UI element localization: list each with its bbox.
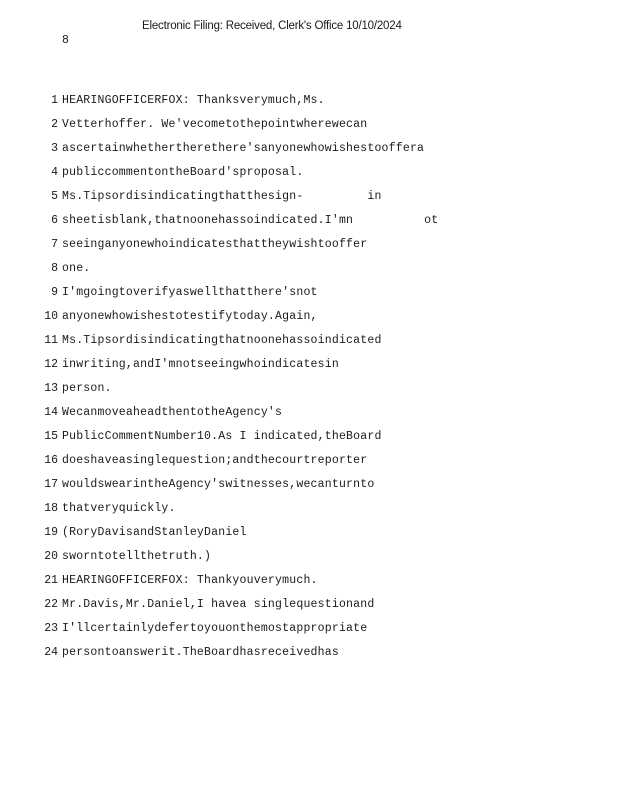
line-text: sworntotellthetruth.) bbox=[62, 550, 212, 563]
line-text: I'mgoingtoverifyaswellthatthere'snot bbox=[62, 286, 318, 299]
transcript-line bbox=[40, 164, 520, 188]
line-number: 18 bbox=[44, 502, 58, 515]
transcript-line bbox=[40, 572, 520, 596]
line-number: 1 bbox=[51, 94, 58, 107]
line-text: anyonewhowishestotestifytoday.Again, bbox=[62, 310, 318, 323]
transcript-line bbox=[40, 500, 520, 524]
transcript-line bbox=[40, 236, 520, 260]
line-text: PublicCommentNumber10.As I indicated,theBoard bbox=[62, 430, 382, 443]
line-number: 9 bbox=[51, 286, 58, 299]
transcript-line bbox=[40, 308, 520, 332]
transcript-line bbox=[40, 260, 520, 284]
line-number: 8 bbox=[51, 262, 58, 275]
line-text: seeinganyonewhoindicatesthattheywishtooffer bbox=[62, 238, 368, 251]
line-text: person. bbox=[62, 382, 112, 395]
line-number: 20 bbox=[44, 550, 58, 563]
line-text: HEARINGOFFICERFOX: Thankyouverymuch. bbox=[62, 574, 318, 587]
line-number: 7 bbox=[51, 238, 58, 251]
transcript-line bbox=[40, 116, 520, 140]
transcript-line bbox=[40, 332, 520, 356]
transcript-line bbox=[40, 452, 520, 476]
line-number: 15 bbox=[44, 430, 58, 443]
transcript-line bbox=[40, 620, 520, 644]
line-text: sheetisblank,thatnoonehassoindicated.I'mn ot bbox=[62, 214, 439, 227]
transcript-line bbox=[40, 644, 520, 668]
filing-header bbox=[142, 20, 402, 32]
line-number: 6 bbox=[51, 214, 58, 227]
filing-header-text: Electronic Filing: Received, Clerk's Office 10/10/2024 bbox=[142, 20, 402, 32]
line-text: persontoanswerit.TheBoardhasreceivedhas bbox=[62, 646, 339, 659]
line-text: publiccommentontheBoard'sproposal. bbox=[62, 166, 304, 179]
transcript-line bbox=[40, 596, 520, 620]
transcript-line bbox=[40, 140, 520, 164]
line-text: thatveryquickly. bbox=[62, 502, 176, 515]
line-number: 5 bbox=[51, 190, 58, 203]
line-text: HEARINGOFFICERFOX: Thanksverymuch,Ms. bbox=[62, 94, 325, 107]
transcript-line bbox=[40, 404, 520, 428]
line-number: 14 bbox=[44, 406, 58, 419]
line-text: doeshaveasinglequestion;andthecourtreporter bbox=[62, 454, 368, 467]
line-number: 13 bbox=[44, 382, 58, 395]
line-number: 24 bbox=[44, 646, 58, 659]
line-number: 11 bbox=[44, 334, 58, 347]
line-text: wouldswearintheAgency'switnesses,wecanturnto bbox=[62, 478, 375, 491]
line-number: 12 bbox=[44, 358, 58, 371]
line-number: 2 bbox=[51, 118, 58, 131]
line-number: 10 bbox=[44, 310, 58, 323]
line-text: ascertainwhethertherethere'sanyonewhowishestooffera bbox=[62, 142, 425, 155]
line-number: 4 bbox=[51, 166, 58, 179]
transcript-line bbox=[40, 428, 520, 452]
line-number: 23 bbox=[44, 622, 58, 635]
line-number: 19 bbox=[44, 526, 58, 539]
line-number: 22 bbox=[44, 598, 58, 611]
transcript-line bbox=[40, 524, 520, 548]
line-number: 3 bbox=[51, 142, 58, 155]
line-text: one. bbox=[62, 262, 91, 275]
line-text: Ms.Tipsordisindicatingthatthesign- in bbox=[62, 190, 382, 203]
transcript-line bbox=[40, 92, 520, 116]
transcript-line bbox=[40, 380, 520, 404]
line-text: Vetterhoffer. We'vecometothepointwherewecan bbox=[62, 118, 368, 131]
line-number: 17 bbox=[44, 478, 58, 491]
line-text: WecanmoveaheadthentotheAgency's bbox=[62, 406, 283, 419]
page-number: 8 bbox=[62, 34, 69, 47]
line-number: 16 bbox=[44, 454, 58, 467]
transcript-line bbox=[40, 188, 520, 212]
transcript-line bbox=[40, 548, 520, 572]
transcript-line bbox=[40, 476, 520, 500]
transcript-body bbox=[40, 92, 520, 668]
line-number: 21 bbox=[44, 574, 58, 587]
line-text: Ms.Tipsordisindicatingthatnoonehassoindicated bbox=[62, 334, 382, 347]
line-text: inwriting,andI'mnotseeingwhoindicatesin bbox=[62, 358, 339, 371]
line-text: I'llcertainlydefertoyouonthemostappropriate bbox=[62, 622, 368, 635]
transcript-line bbox=[40, 284, 520, 308]
line-text: (RoryDavisandStanleyDaniel bbox=[62, 526, 247, 539]
line-text: Mr.Davis,Mr.Daniel,I havea singlequestionand bbox=[62, 598, 375, 611]
transcript-line bbox=[40, 212, 520, 236]
transcript-line bbox=[40, 356, 520, 380]
